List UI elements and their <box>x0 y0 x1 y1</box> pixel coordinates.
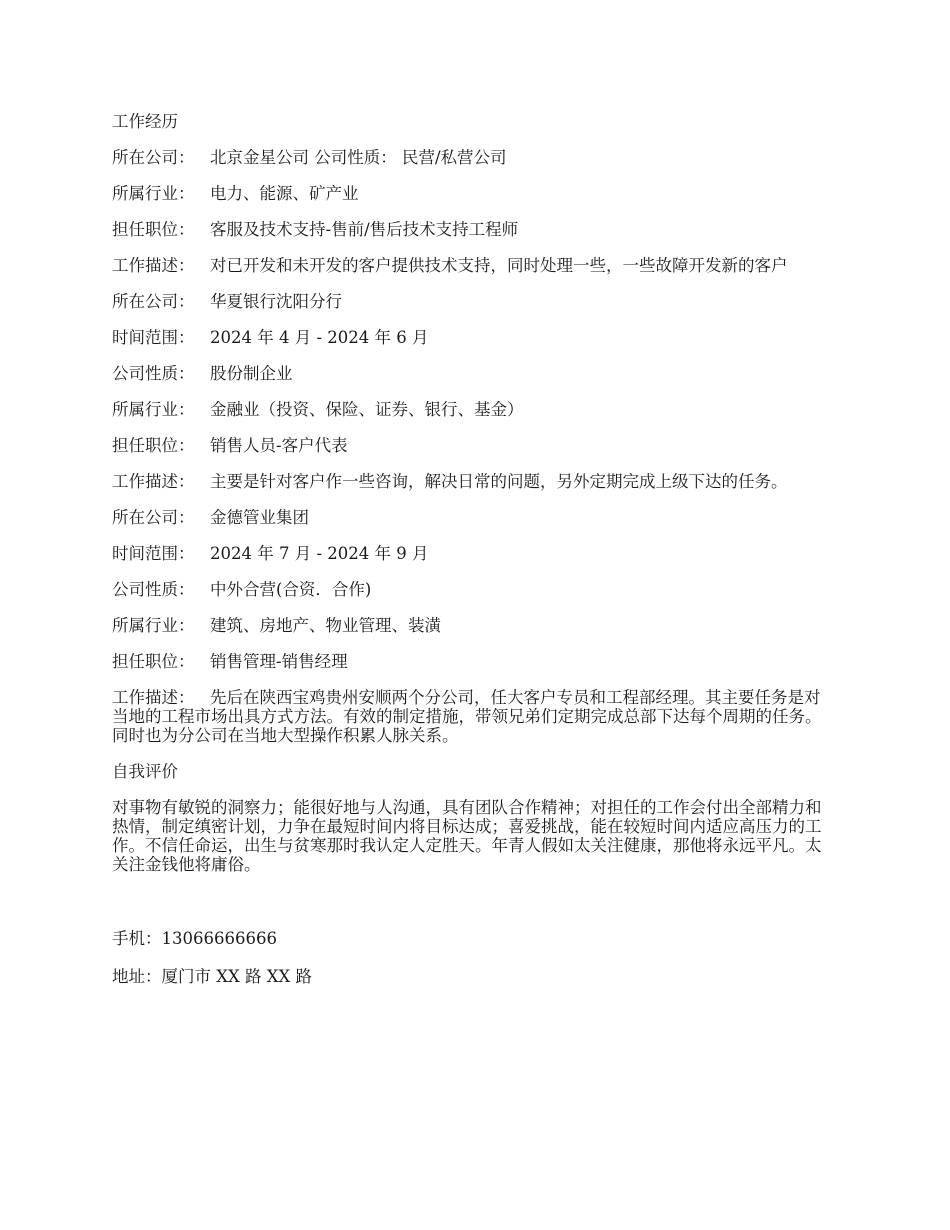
job2-position-label: 担任职位： <box>112 436 195 455</box>
job1-position-value: 客服及技术支持-售前/售后技术支持工程师 <box>210 220 519 239</box>
job2-company-value: 华夏银行沈阳分行 <box>210 292 342 311</box>
job3-desc-row <box>112 688 832 745</box>
job1-desc-label: 工作描述： <box>112 256 195 275</box>
job2-nature-row <box>112 364 832 383</box>
job3-time-row <box>112 544 832 563</box>
job1-company-row <box>112 148 832 167</box>
job3-position-value: 销售管理-销售经理 <box>210 652 348 671</box>
job1-desc-value: 对已开发和未开发的客户提供技术支持，同时处理一些，一些故障开发新的客户 <box>210 256 788 275</box>
job2-industry-row <box>112 400 832 419</box>
job2-company-label: 所在公司： <box>112 292 195 311</box>
job3-company-value: 金德管业集团 <box>210 508 309 527</box>
job2-desc-row <box>112 472 832 491</box>
job1-position-row <box>112 220 832 239</box>
resume-page <box>112 112 832 1005</box>
address-row <box>112 967 832 986</box>
job2-industry-label: 所属行业： <box>112 400 195 419</box>
job2-desc-label: 工作描述： <box>112 472 195 491</box>
job2-position-row <box>112 436 832 455</box>
job2-company-row <box>112 292 832 311</box>
job3-nature-value: 中外合营(合资．合作) <box>210 580 372 599</box>
phone-row <box>112 929 832 948</box>
job3-desc-value: 先后在陕西宝鸡贵州安顺两个分公司，任大客户专员和工程部经理。其主要任务是对当地的工程市场出具方式方法。有效的制定措施，带领兄弟们定期完成总部下达每个周期的任务。同时也为分公司在当地大型操作积累人脉关系。 <box>112 688 822 745</box>
job3-industry-value: 建筑、房地产、物业管理、装潢 <box>210 616 441 635</box>
job2-position-value: 销售人员-客户代表 <box>210 436 348 455</box>
job2-time-value: 2024 年 4 月 - 2024 年 6 月 <box>210 328 429 347</box>
self-eval-title: 自我评价 <box>112 762 178 781</box>
job1-industry-row <box>112 184 832 203</box>
address-label: 地址： <box>112 967 162 986</box>
job2-time-label: 时间范围： <box>112 328 195 347</box>
job1-industry-label: 所属行业： <box>112 184 195 203</box>
job2-time-row <box>112 328 832 347</box>
phone-label: 手机： <box>112 929 162 948</box>
job3-position-row <box>112 652 832 671</box>
job3-desc-label: 工作描述： <box>112 688 195 707</box>
contact-block <box>112 929 832 986</box>
job3-industry-label: 所属行业： <box>112 616 195 635</box>
job3-nature-label: 公司性质： <box>112 580 195 599</box>
job1-desc-row <box>112 256 832 275</box>
job3-time-label: 时间范围： <box>112 544 195 563</box>
job3-nature-row <box>112 580 832 599</box>
self-eval-text: 对事物有敏锐的洞察力；能很好地与人沟通，具有团队合作精神；对担任的工作会付出全部精力和热情，制定缜密计划，力争在最短时间内将目标达成；喜爱挑战，能在较短时间内适应高压力的工作。不信任命运，出生与贫寒那时我认定人定胜天。年青人假如太关注健康，那他将永远平凡。太关注金钱他将庸俗。 <box>112 798 822 874</box>
job2-nature-label: 公司性质： <box>112 364 195 383</box>
job2-desc-value: 主要是针对客户作一些咨询，解决日常的问题，另外定期完成上级下达的任务。 <box>210 472 788 491</box>
job3-time-value: 2024 年 7 月 - 2024 年 9 月 <box>210 544 429 563</box>
job1-company-value: 北京金星公司 公司性质： 民营/私营公司 <box>210 148 507 167</box>
work-experience-title: 工作经历 <box>112 112 178 131</box>
job3-industry-row <box>112 616 832 635</box>
address-value: 厦门市 XX 路 XX 路 <box>161 967 312 986</box>
job2-nature-value: 股份制企业 <box>210 364 293 383</box>
phone-value: 13066666666 <box>161 929 277 948</box>
job3-company-row <box>112 508 832 527</box>
job1-position-label: 担任职位： <box>112 220 195 239</box>
job2-industry-value: 金融业（投资、保险、证券、银行、基金） <box>210 400 524 419</box>
job3-company-label: 所在公司： <box>112 508 195 527</box>
job3-position-label: 担任职位： <box>112 652 195 671</box>
job1-company-label: 所在公司： <box>112 148 195 167</box>
job1-industry-value: 电力、能源、矿产业 <box>210 184 359 203</box>
